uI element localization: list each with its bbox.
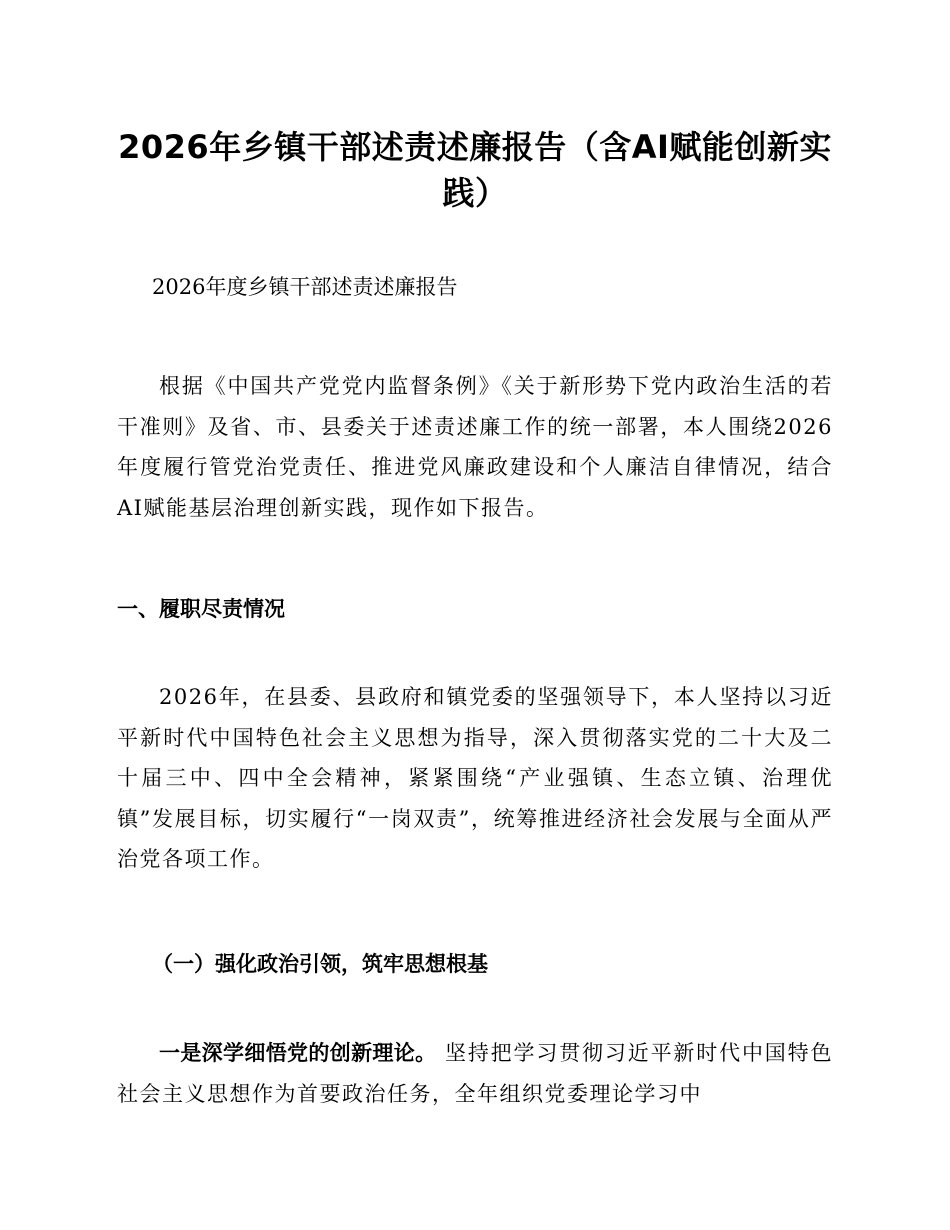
section-heading-1: 一、履职尽责情况 [117,597,285,621]
paragraph-lead-text: 一是深学细悟党的创新理论。 [159,1041,437,1065]
paragraph-body-text: 坚持把学习贯彻习近平新时代中国特色社会主义思想作为首要政治任务，全年组织党委理论学习中 [117,1041,833,1106]
intro-paragraph: 根据《中国共产党党内监督条例》《关于新形势下党内政治生活的若干准则》及省、市、县委关于述责述廉工作的统一部署，本人围绕2026年度履行管党治党责任、推进党风廉政建设和个人廉洁自律情况，结合AI赋能基层治理创新实践，现作如下报告。 [117,374,833,520]
section-1-paragraph: 2026年，在县委、县政府和镇党委的坚强领导下，本人坚持以习近平新时代中国特色社会主义思想为指导，深入贯彻落实党的二十大及二十届三中、四中全会精神，紧紧围绕“产业强镇、生态立镇、治理优镇”发展目标，切实履行“一岗双责”，统筹推进经济社会发展与全面从严治党各项工作。 [117,685,833,871]
subsection-heading-1: （一）强化政治引领，筑牢思想根基 [152,951,488,976]
document-title: 2026年乡镇干部述责述廉报告（含AI赋能创新实践） [118,128,832,212]
document-subtitle: 2026年度乡镇干部述责述廉报告 [152,275,458,299]
subsection-1-paragraph [117,1033,833,1114]
